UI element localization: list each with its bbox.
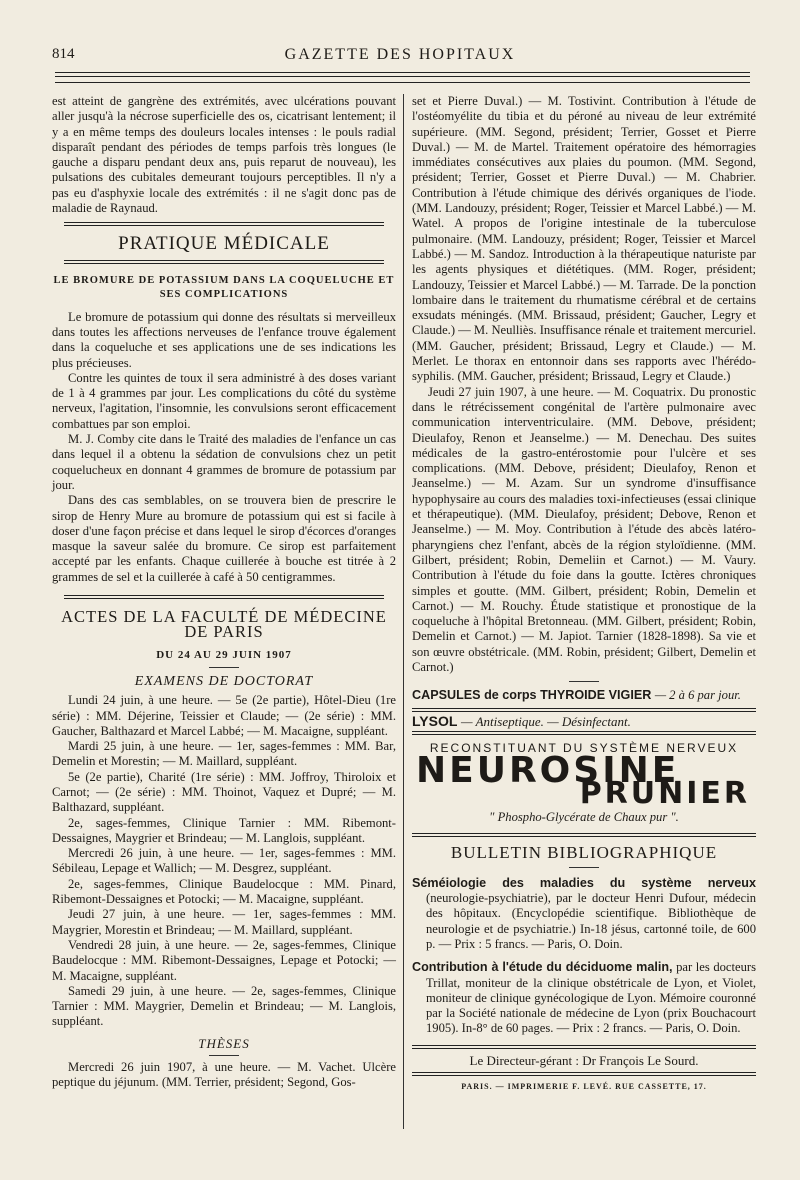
running-title: GAZETTE DES HOPITAUX: [284, 46, 516, 63]
exam-entry: Jeudi 27 juin, à une heure. — 1er, sages-femmes : MM. Maygrier, Morestin et Brindeau; — M. Maillard, suppléant.: [52, 907, 396, 937]
printer-line: PARIS. — IMPRIMERIE F. LEVÉ. RUE CASSETTE, 17.: [461, 1082, 707, 1092]
book-title: Séméiologie des maladies du système nerveux: [412, 875, 756, 890]
header-rule: [55, 72, 750, 73]
bromure-paragraph: Dans des cas semblables, on se trouvera bien de prescrire le sirop de Henry Mure au bromure de potassium qui est si facile à doser d'une façon précise et dans lequel le sirop d'écorces d'oranges masque la saveur salée du bromure. Ce sirop est parfaitement accepté par les enfants. Chaque cuillerée à bouche est titrée à 2 grammes de sel et la cuillerée à café à 50 centigrammes.: [52, 493, 396, 584]
ad-lysol-name: LYSOL: [412, 712, 458, 729]
actes-dates: DU 24 AU 29 JUIN 1907: [156, 648, 292, 661]
ad-lysol-desc: — Antiseptique. — Désinfectant.: [461, 713, 631, 729]
theses-jeudi: Jeudi 27 juin 1907, à une heure. — M. Coquatrix. Du pronostic dans le rétrécissement congénital de l'artère pulmonaire avec communication interventriculaire. (MM. Debove, président; Dieulafoy, Renon et Jeanselme.) — M. Denechau. Des suites médicales de la gastro-entérostomie pour l'ulcère et ses complications. (MM. Debove, président; Dieulafoy, Renon et Jeanselme.) — M. Azam. Sur un syndrome d'insuffisance hypophysaire au cours des maladies toxi-infectieuses (essai clinique et thérapeutique). (MM. Dieulafoy, président; Debove, Renon et Jeanselme.) — M. Moy. Contribution à l'étude des abcès latéro-pharyngiens chez l'enfant, abcès de la région styloïdienne. (MM. Gilbert, président; Robin, Demeliin et Carnot.) — M. Vaury. Contribution à l'étude du foie dans la goutte. Ictères chroniques simples et goutte. (MM. Gilbert, président; Robin, Demelin et Carnot.) — M. Rouchy. Étude statistique et pronostique de la coqueluche à l'hôpital Bretonneau. (MM. Gilbert, président; Robin, Demelin et Carnot.) — M. Japiot. Tarnier (1828-1898). Sa vie et son œuvre obstétricale. (MM. Robin, président; Gilbert, Demelin et Carnot.): [412, 384, 756, 674]
intro-paragraph: est atteint de gangrène des extrémités, avec ulcérations pouvant aller jusqu'à la nécrose superficielle des os, cicatrisant lentement; il y a en même temps des douleurs locales intenses : le pouls radial disparaît pendant des périodes de temps parfois très longues (le gauche a disparu pendant deux ans, puis reparut de nouveau), les pulsations des cubitales demeurant toujours perceptibles. Il n'y a pas eu d'asphyxie locale des extrémités : il ne s'agit donc pas de maladie de Raynaud.: [52, 94, 396, 216]
page-number: 814: [52, 46, 75, 62]
pratique-title: PRATIQUE MÉDICALE: [118, 233, 330, 255]
ad-prunier: PRUNIER: [579, 776, 750, 812]
book-details: (neurologie-psychiatrie), par le docteur Henri Dufour, médecin des hôpitaux. (Encyclopédie scientifique. Bibliothèque de neurologie et de psychiatrie.) In-18 jésus, cartonné toile, de 600 p. — Prix : 5 francs. — Paris, O. Doin.: [426, 891, 756, 951]
bulletin-title: BULLETIN BIBLIOGRAPHIQUE: [450, 843, 718, 863]
header-rule-2: [55, 76, 750, 77]
ad-phospho: " Phospho-Glycérate de Chaux pur ".: [489, 810, 679, 825]
director-line: Le Directeur-gérant : Dr François Le Sourd.: [469, 1052, 699, 1068]
exam-entry: Mercredi 26 juin, à une heure. — 1er, sages-femmes : MM. Sébileau, Lepage et Wallich; — M. Desgrez, suppléant.: [52, 846, 396, 876]
exam-entry: 2e, sages-femmes, Clinique Baudelocque : MM. Pinard, Ribemont-Dessaignes et Potocki; — M. Macaigne, suppléant.: [52, 876, 396, 907]
ad-capsules: [412, 688, 756, 703]
column-divider: [403, 94, 404, 1129]
bromure-paragraph: Le bromure de potassium qui donne des résultats si merveilleux dans toutes les affections nerveuses de l'enfance trouve également dans la coqueluche et ses applications une de ses indications les plus précieuses.: [52, 309, 396, 370]
short-rule: [209, 1055, 239, 1056]
exam-entry: Lundi 24 juin, à une heure. — 5e (2e partie), Hôtel-Dieu (1re série) : MM. Déjerine, Teissier et Claude; — (2e série) : MM. Gaucher, Balthazard et Marcel Labbé; — M. Macaigne, suppléant.: [52, 693, 396, 738]
bromure-paragraph: M. J. Comby cite dans le Traité des maladies de l'enfance un cas dans lequel il a obtenu la sédation de convulsions chez un petit coquelucheux en donnant 4 grammes de bromure de potassium par jour.: [52, 432, 396, 492]
examens-title: EXAMENS DE DOCTORAT: [134, 673, 314, 689]
right-column: [412, 94, 756, 1094]
exam-entry: 2e, sages-femmes, Clinique Tarnier : MM. Ribemont-Dessaignes, Maygrier et Brindeau; — M. Langlois, suppléant.: [52, 815, 396, 845]
theses-entry: Mercredi 26 juin 1907, à une heure. — M. Vachet. Ulcère peptique du jéjunum. (MM. Terrier, président; Segond, Gos-: [52, 1060, 396, 1090]
exam-entry: Mardi 25 juin, à une heure. — 1er, sages-femmes : MM. Bar, Demelin et Morestin; — M. Maillard, suppléant.: [52, 739, 396, 769]
ad-lysol: [412, 714, 756, 729]
ad-neurosine: NEUROSINE: [416, 750, 680, 792]
book-entry: [412, 876, 756, 952]
actes-title: ACTES DE LA FACULTÉ DE MÉDECINE DE PARIS: [61, 607, 387, 642]
section-rule: [64, 595, 384, 599]
theses-title: THÈSES: [198, 1035, 250, 1051]
ad-reconstituant: RECONSTITUANT DU SYSTÈME NERVEUX: [429, 740, 739, 755]
short-rule: [569, 867, 599, 868]
footer-rule: [412, 1072, 756, 1076]
book-entry: [412, 960, 756, 1036]
exam-entry: Samedi 29 juin, à une heure. — 2e, sages-femmes, Clinique Tarnier : MM. Maygrier, Demelin et Brindeau; — M. Langlois, suppléant.: [52, 983, 396, 1029]
short-rule: [209, 667, 239, 668]
left-column: [52, 94, 396, 1091]
section-rule: [64, 222, 384, 226]
short-rule: [569, 681, 599, 682]
book-details: par les docteurs Trillat, moniteur de la clinique obstétricale de Lyon, et Violet, moniteur de clinique gynécologique de Lyon. Mémoire couronné par la Société nationale de médecine de Lyon (prix Bouchacourt 1905). In-8° de 60 pages. — Prix : 2 francs. — Paris, O. Doin.: [426, 960, 756, 1036]
ad-rule: [412, 708, 756, 712]
book-title: Contribution à l'étude du déciduome malin,: [412, 960, 673, 975]
section-rule: [64, 260, 384, 264]
exam-entry: 5e (2e partie), Charité (1re série) : MM. Joffroy, Thiroloix et Carnot; — (2e série) : MM. Thoinot, Vaquez et Dupré; — M. Balthazard, suppléant.: [52, 769, 396, 815]
exam-entry: Vendredi 28 juin, à une heure. — 2e, sages-femmes, Clinique Baudelocque : MM. Ribemont-Dessaignes, Lepage et Potocki; — M. Macaigne, suppléant.: [52, 937, 396, 983]
bromure-title: LE BROMURE DE POTASSIUM DANS LA COQUELUCHE ET SES COMPLICATIONS: [53, 274, 395, 300]
header-rule-3: [55, 82, 750, 83]
ad-capsules-name: CAPSULES de corps THYROIDE VIGIER: [412, 688, 652, 703]
theses-continuation: set et Pierre Duval.) — M. Tostivint. Contribution à l'étude de l'ostéomyélite du tibia et du péroné au niveau de leur extrémité supérieure. (MM. Segond, président; Terrier, Gosset et Pierre Duval.) — M. de Martel. Traitement opératoire des hémorragies immédiates consécutives aux plaies du poumon. (MM. Segond, président; Terrier, Gosset et Pierre Duval.) — M. Chabrier. Contribution à l'étude chimique des dérivés organiques de l'iode. (MM. Landouzy, président; Roger, Teissier et Marcel Labbé.) — M. Watel. A propos de l'origine intestinale de la tuberculose pulmonaire. (MM. Landouzy, président; Roger, Teissier et Marcel Labbé.) — M. Sandoz. Introduction à la thérapeutique naturiste par les agents physiques et diététiques. (MM. Roger, président; Landouzy, Teissier et Marcel Labbé.) — M. Tarrade. De la ponction lombaire dans le traitement du rhumatisme cérébral et de certains exsudats méningés. (MM. Brissaud, président; Gaucher, Legry et Claude.) — M. Neulliès. Insuffisance rénale et traitement mercuriel. (MM. Gaucher, président; Brissaud, Legry et Claude.) — M. Merlet. Le thorax en entonnoir dans ses rapports avec l'hérédo-syphilis. (MM. Gaucher, président; Brissaud, Legry et Claude.): [412, 94, 756, 384]
ad-rule: [412, 731, 756, 735]
ad-capsules-dose: — 2 à 6 par jour.: [654, 688, 741, 703]
bromure-paragraph: Contre les quintes de toux il sera administré à des doses variant de 1 à 4 grammes par jour. Les complications du côté du système nerveux, l'agitation, l'insomnie, les convulsions seront efficacement combattues par son emploi.: [52, 370, 396, 431]
footer-rule: [412, 1045, 756, 1049]
section-rule: [412, 833, 756, 837]
